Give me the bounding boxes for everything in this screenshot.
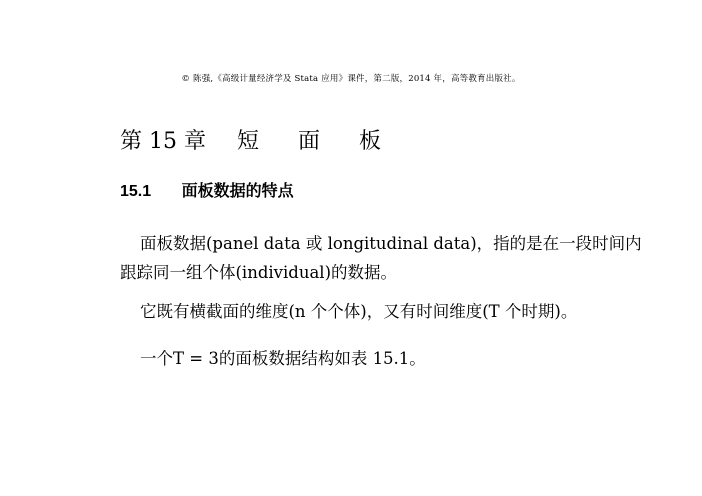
- section-number: 15.1: [120, 183, 152, 200]
- paragraph-panel-data-definition: [120, 229, 650, 287]
- chapter-title: [120, 124, 397, 155]
- paragraph-line: 面板数据(panel data 或 longitudinal data)，指的是在一段时间内: [140, 234, 642, 253]
- paragraph-table-reference: 一个T = 3的面板数据结构如表 15.1。: [140, 349, 426, 368]
- paragraph-line: 跟踪同一组个体(individual)的数据。: [120, 263, 398, 282]
- paragraph-dimensions: 它既有横截面的维度(n 个个体)，又有时间维度(T 个时期)。: [140, 302, 578, 321]
- chapter-name: 短 面 板: [236, 129, 397, 154]
- copyright-notice: © 陈强,《高级计量经济学及 Stata 应用》课件，第二版，2014 年，高等教育出版社。: [181, 74, 521, 84]
- section-title: 面板数据的特点: [181, 181, 294, 200]
- chapter-number: 第 15 章: [120, 129, 206, 154]
- section-heading: [120, 178, 294, 201]
